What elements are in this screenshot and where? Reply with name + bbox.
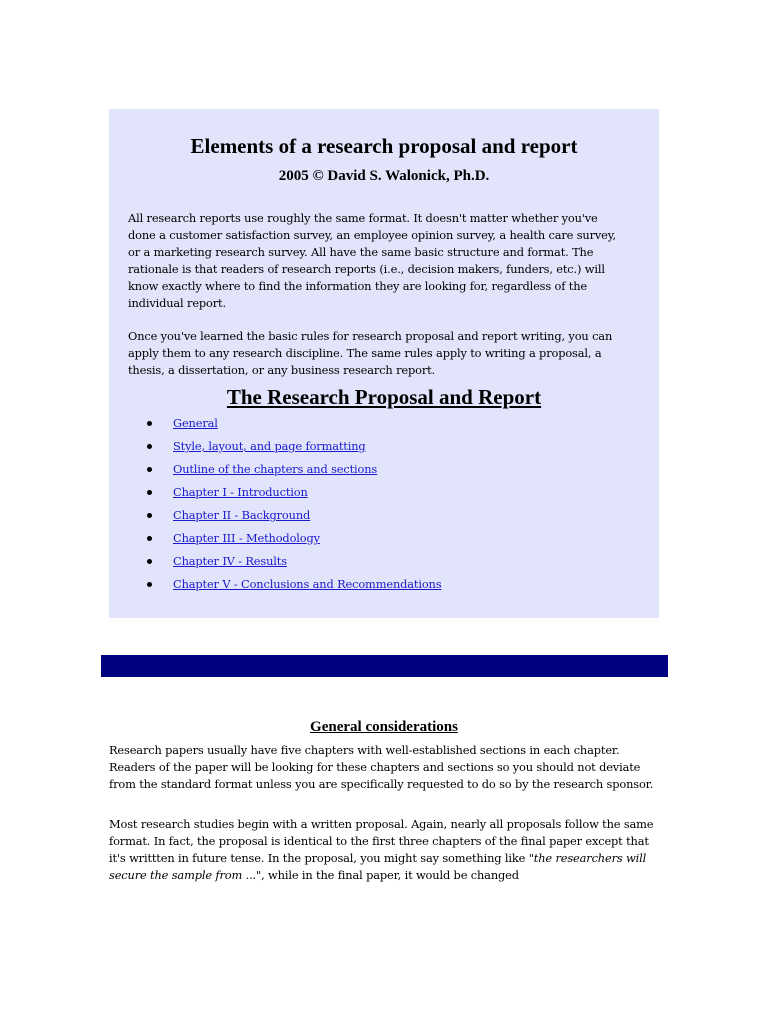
toc-link-general[interactable]: General [173, 416, 218, 430]
document-title: Elements of a research proposal and report [190, 134, 578, 158]
toc-item-chapter-5 [147, 575, 441, 598]
table-of-contents [147, 414, 441, 598]
toc-link-chapter-3[interactable]: Chapter III - Methodology [173, 531, 320, 545]
bullet-icon [147, 559, 152, 564]
toc-link-chapter-4[interactable]: Chapter IV - Results [173, 554, 287, 568]
toc-link-chapter-1[interactable]: Chapter I - Introduction [173, 485, 308, 499]
bullet-icon [147, 444, 152, 449]
toc-item-outline [147, 460, 441, 483]
toc-link-outline[interactable]: Outline of the chapters and sections [173, 462, 378, 476]
toc-item-chapter-4 [147, 552, 441, 575]
intro-paragraph-2: Once you've learned the basic rules for research proposal and report writing, you can apply them to any research discipline. The same rules apply to writing a proposal, a thesis, a dissertation, or any business research report. [128, 329, 613, 377]
section-divider-bar [101, 655, 668, 677]
toc-item-chapter-3 [147, 529, 441, 552]
toc-item-style [147, 437, 441, 460]
general-paragraph-2-end: ", while in the final paper, it would be changed [256, 868, 519, 882]
toc-item-chapter-2 [147, 506, 441, 529]
bullet-icon [147, 421, 152, 426]
general-considerations-heading: General considerations [310, 719, 458, 735]
bullet-icon [147, 467, 152, 472]
intro-panel [109, 109, 659, 618]
intro-paragraph-1: All research reports use roughly the same format. It doesn't matter whether you've done a customer satisfaction survey, an employee opinion survey, a health care survey, or a marketing research survey. All have the same basic structure and format. The rationale is that readers of research reports (i.e., decision makers, funders, etc.) will know exactly where to find the information they are looking for, regardless of the individual report. [128, 211, 617, 310]
general-paragraph-1: Research papers usually have five chapters with well-established sections in each chapter. Readers of the paper will be looking for these chapters and sections so you should not deviate from the standard format unless you are specifically requested to do so by the research sponsor. [109, 743, 654, 791]
bullet-icon [147, 582, 152, 587]
general-paragraph-2-italic-quote: the researchers will secure the sample from ... [109, 851, 647, 882]
general-paragraph-2 [109, 816, 659, 884]
bullet-icon [147, 513, 152, 518]
bullet-icon [147, 536, 152, 541]
toc-link-chapter-2[interactable]: Chapter II - Background [173, 508, 311, 522]
author-byline: 2005 © David S. Walonick, Ph.D. [278, 168, 490, 184]
toc-heading: The Research Proposal and Report [226, 385, 542, 409]
general-paragraph-2-start: Most research studies begin with a written proposal. Again, nearly all proposals follow the same format. In fact, the proposal is identical to the first three chapters of the final paper except that it's writtten in future tense. In the proposal, you might say something like " [109, 817, 654, 865]
toc-link-style[interactable]: Style, layout, and page formatting [173, 439, 366, 453]
bullet-icon [147, 490, 152, 495]
toc-link-chapter-5[interactable]: Chapter V - Conclusions and Recommendations [173, 577, 442, 591]
toc-item-chapter-1 [147, 483, 441, 506]
toc-item-general [147, 414, 441, 437]
